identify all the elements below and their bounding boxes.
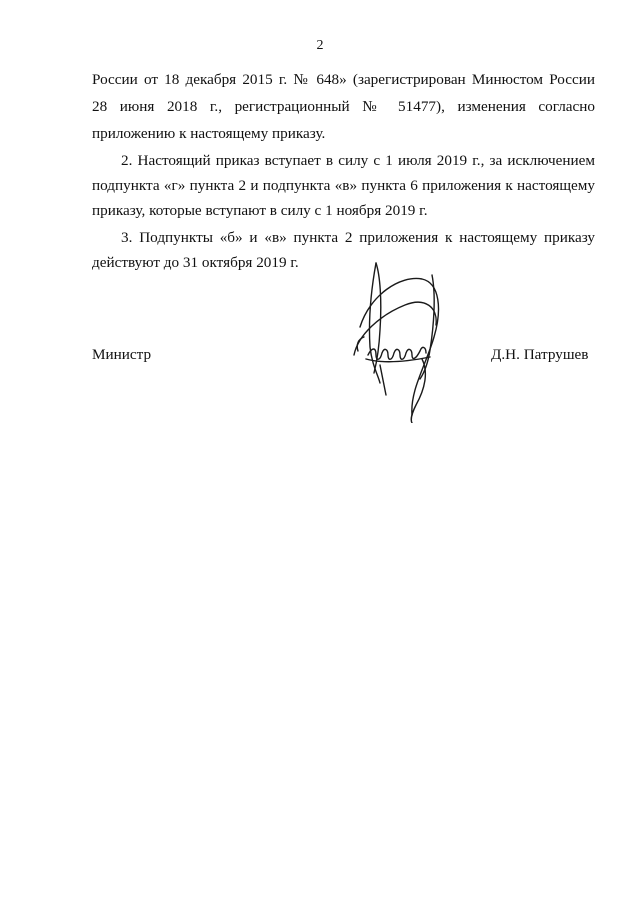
- signatory-name: Д.Н. Патрушев: [491, 346, 589, 363]
- handwritten-signature: [350, 255, 450, 423]
- page-number: 2: [316, 38, 324, 53]
- paragraph-2-line-2: подпункта «г» пункта 2 и подпункта «в» пункта 6 приложения к настоящему: [92, 177, 595, 194]
- paragraph-3-line-2: действуют до 31 октября 2019 г.: [92, 254, 299, 271]
- paragraph-1-line-2: 28 июня 2018 г., регистрационный № 51477), изменения согласно: [92, 98, 595, 115]
- signatory-title: Министр: [92, 346, 152, 363]
- paragraph-3-line-1: 3. Подпункты «б» и «в» пункта 2 приложения к настоящему приказу: [121, 229, 595, 246]
- paragraph-2-line-3: приказу, которые вступают в силу с 1 ноября 2019 г.: [92, 202, 428, 219]
- paragraph-1-line-1: России от 18 декабря 2015 г. № 648» (зарегистрирован Минюстом России: [92, 71, 595, 88]
- paragraph-2-line-1: 2. Настоящий приказ вступает в силу с 1 июля 2019 г., за исключением: [121, 152, 595, 169]
- paragraph-1-line-3: приложению к настоящему приказу.: [92, 125, 326, 142]
